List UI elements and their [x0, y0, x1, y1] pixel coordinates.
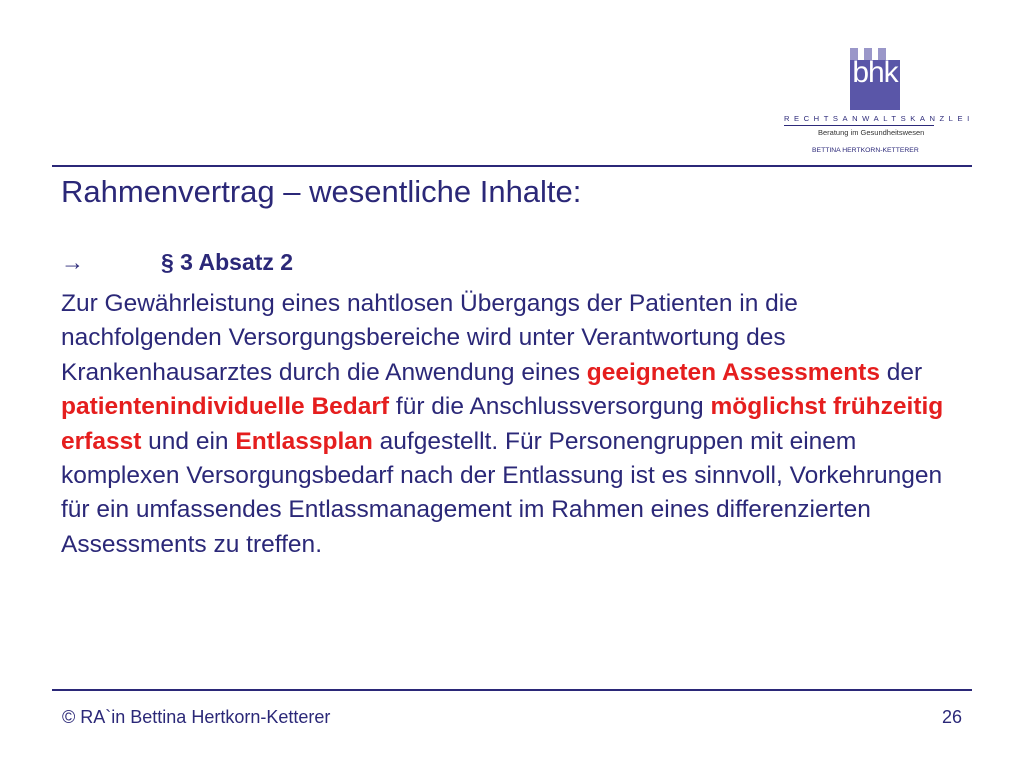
body-text-part: der [879, 358, 923, 386]
body-text-part: Zur Gewährleistung eines nahtlosen Übergangs der Patienten in die nachfolgenden Versorgungsbereiche wird unter Verantwortung des Krankenhausarztes durch die Anwendung eines [61, 290, 798, 386]
footer-divider [52, 689, 972, 691]
body-text-part: und ein [141, 427, 236, 455]
section-label: § 3 Absatz 2 [161, 249, 294, 275]
highlight-assessment: geeigneten Assessments [586, 358, 880, 386]
body-text [61, 287, 961, 562]
highlight-bedarf: patientenindividuelle Bedarf [61, 393, 390, 421]
highlight-entlassplan: Entlassplan [235, 427, 373, 455]
header-divider [52, 165, 972, 167]
section-heading [61, 249, 293, 276]
logo-subtitle: Beratung im Gesundheitswesen [818, 128, 925, 137]
slide-title: Rahmenvertrag – wesentliche Inhalte: [61, 174, 582, 209]
highlight-erfasst: möglichst frühzeitig erfasst [61, 393, 944, 455]
arrow-icon: → [61, 249, 84, 275]
logo-divider [784, 125, 934, 126]
body-text-part: aufgestellt. Für Personengruppen mit einem komplexen Versorgungsbedarf nach der Entlassung ist es sinnvoll, Vorkehrungen für ein umfassendes Entlassmanagement im Rahmen eines differenzierten Assessments zu treffen. [61, 427, 943, 558]
body-text-part: für die Anschlussversorgung [389, 393, 711, 421]
logo-owner-name: BETTINA HERTKORN-KETTERER [812, 147, 919, 154]
firm-logo [784, 46, 974, 158]
logo-letters: bhk [852, 56, 898, 89]
page-number: 26 [941, 707, 962, 727]
logo-mark-icon [842, 46, 902, 110]
logo-firm-name: RECHTSANWALTSKANZLEI [784, 114, 974, 123]
footer-copyright: © RA`in Bettina Hertkorn-Ketterer [62, 707, 331, 727]
